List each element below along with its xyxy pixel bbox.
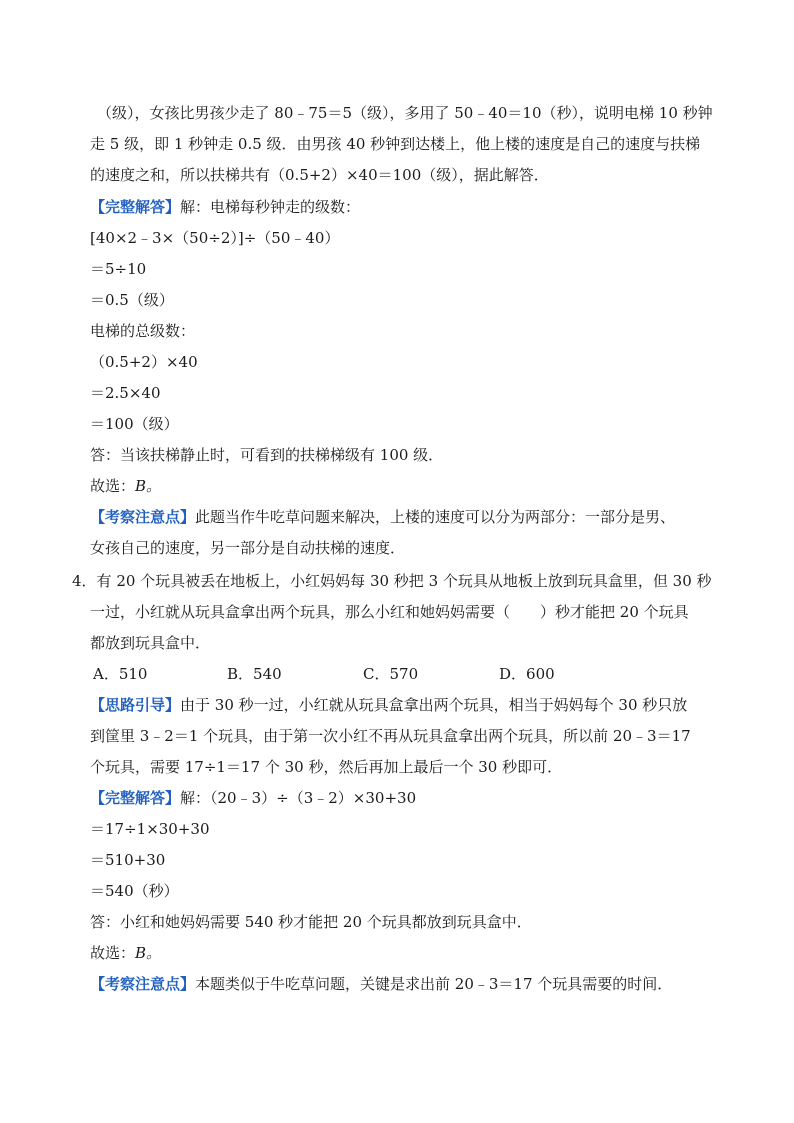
q3-note <box>90 506 675 528</box>
text-line: （级），女孩比男孩少走了 80﹣75＝5（级），多用了 50﹣40＝10（秒），说明电梯 10 秒钟 <box>97 104 713 122</box>
option-a: A．510 <box>93 665 148 683</box>
solution-intro: 解：（20﹣3）÷（3﹣2）×30+30 <box>180 789 417 807</box>
option-d: D．600 <box>499 665 555 683</box>
choice-line <box>90 942 161 964</box>
note-tag: 【考察注意点】 <box>90 508 196 526</box>
question-text: 都放到玩具盒中． <box>90 634 211 652</box>
math-step: ＝17÷1×30+30 <box>90 820 210 838</box>
math-step: [40×2﹣3×（50÷2）]÷（50﹣40） <box>90 229 340 247</box>
q3-solution-header <box>90 196 360 218</box>
choice-value: B。 <box>135 477 162 495</box>
complete-solution-tag: 【完整解答】 <box>90 198 181 216</box>
math-step: ＝5÷10 <box>90 260 147 278</box>
math-step: ＝100（级） <box>90 415 179 433</box>
text-line: 的速度之和，所以扶梯共有（0.5+2）×40＝100（级），据此解答． <box>90 166 549 184</box>
solution-intro: 解：电梯每秒钟走的级数： <box>180 198 361 216</box>
text-line: 到筐里 3﹣2＝1 个玩具，由于第一次小红不再从玩具盒拿出两个玩具，所以前 20﹣3＝17 <box>90 727 691 745</box>
q4-solution-header <box>90 787 416 809</box>
math-step: ＝2.5×40 <box>90 384 161 402</box>
question-text: 有 20 个玩具被丢在地板上，小红妈妈每 30 秒把 3 个玩具从地板上放到玩具盒里，但 30 秒 <box>96 572 712 590</box>
question-4 <box>72 570 712 592</box>
math-step: ＝510+30 <box>90 851 166 869</box>
q4-hint <box>90 694 687 716</box>
note-text: 此题当作牛吃草问题来解决，上楼的速度可以分为两部分：一部分是男、 <box>195 508 676 526</box>
question-text: 一过，小红就从玩具盒拿出两个玩具，那么小红和她妈妈需要（ ）秒才能把 20 个玩具 <box>90 603 689 621</box>
choice-prefix: 故选： <box>90 477 136 495</box>
note-tag: 【考察注意点】 <box>90 975 196 993</box>
text-line: 个玩具，需要 17÷1＝17 个 30 秒，然后再加上最后一个 30 秒即可． <box>90 758 563 776</box>
option-c: C．570 <box>363 665 419 683</box>
choice-line <box>90 475 161 497</box>
math-step: 电梯的总级数： <box>90 322 196 340</box>
note-text: 本题类似于牛吃草问题，关键是求出前 20﹣3＝17 个玩具需要的时间． <box>195 975 673 993</box>
hint-text: 由于 30 秒一过，小红就从玩具盒拿出两个玩具，相当于妈妈每个 30 秒只放 <box>180 696 688 714</box>
answer-options <box>93 663 693 685</box>
math-step: ＝540（秒） <box>90 882 179 900</box>
choice-prefix: 故选： <box>90 944 136 962</box>
math-step: ＝0.5（级） <box>90 291 174 309</box>
complete-solution-tag: 【完整解答】 <box>90 789 181 807</box>
answer-line: 答：小红和她妈妈需要 540 秒才能把 20 个玩具都放到玩具盒中． <box>90 913 532 931</box>
hint-tag: 【思路引导】 <box>90 696 181 714</box>
text-line: 走 5 级，即 1 秒钟走 0.5 级．由男孩 40 秒钟到达楼上，他上楼的速度是自己的速度与扶梯 <box>90 135 701 153</box>
choice-value: B。 <box>135 944 162 962</box>
answer-line: 答：当该扶梯静止时，可看到的扶梯梯级有 100 级． <box>90 446 444 464</box>
q4-note <box>90 973 672 995</box>
math-step: （0.5+2）×40 <box>90 353 198 371</box>
option-b: B．540 <box>227 665 282 683</box>
text-line: 女孩自己的速度，另一部分是自动扶梯的速度． <box>90 539 406 557</box>
question-number: 4． <box>72 572 97 590</box>
